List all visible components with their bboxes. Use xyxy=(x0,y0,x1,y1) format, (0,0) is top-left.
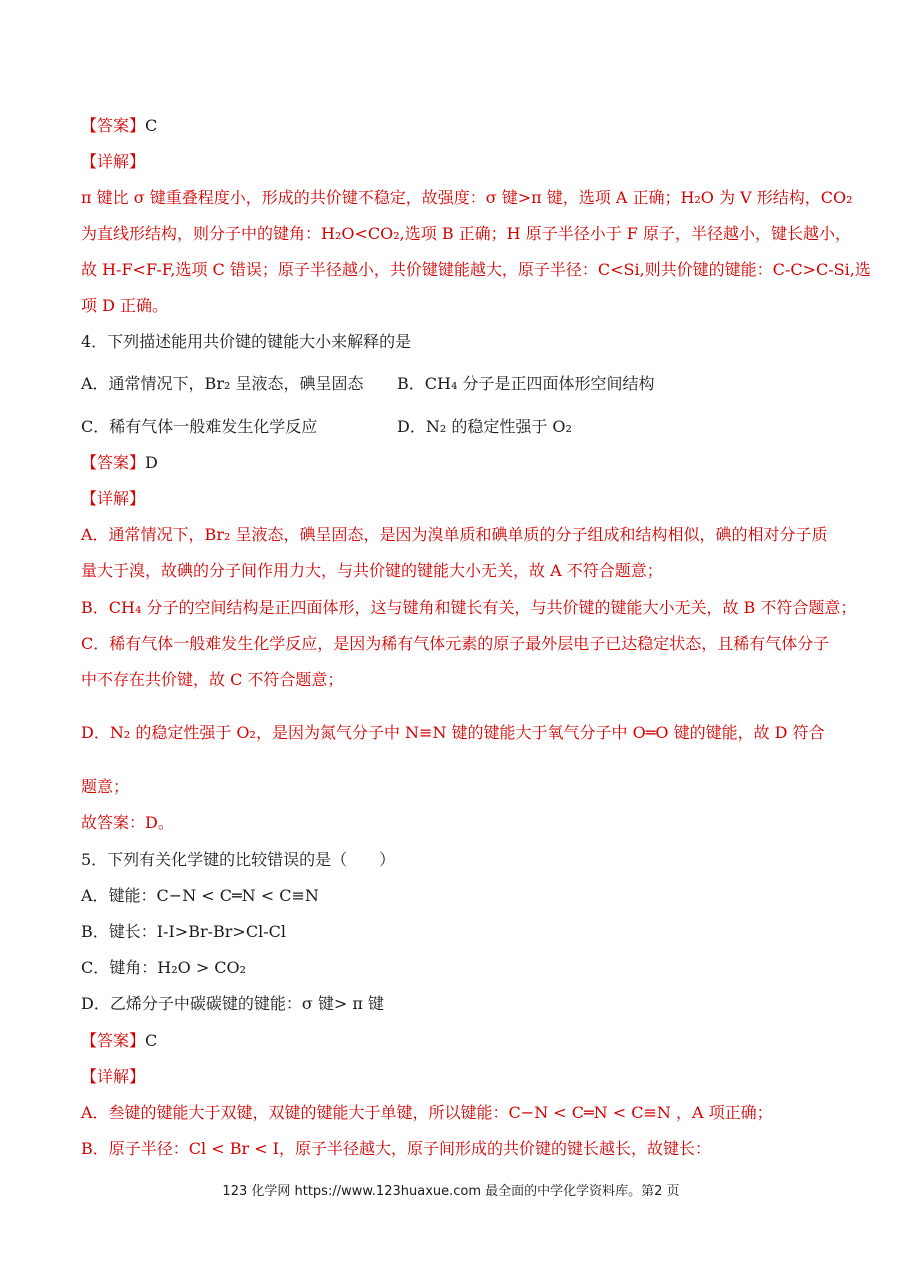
option-a: A．键能：C−N < C═N < C≡N xyxy=(81,886,319,905)
explanation-text: C．稀有气体一般难发生化学反应，是因为稀有气体元素的原子最外层电子已达稳定状态，且稀有气体分子 xyxy=(81,634,830,653)
explanation-heading: 【详解】 xyxy=(81,152,146,171)
option-d: D．乙烯分子中碳碳键的键能：σ 键> π 键 xyxy=(81,994,384,1013)
options-row xyxy=(81,416,826,438)
explanation-text: 量大于溴，故碘的分子间作用力大，与共价键的键能大小无关，故 A 不符合题意； xyxy=(81,561,663,580)
answer-value: C xyxy=(145,116,158,135)
options-row xyxy=(81,373,826,395)
explanation-text: π 键比 σ 键重叠程度小，形成的共价键不稳定，故强度：σ 键>π 键，选项 A 正确；H₂O 为 V 形结构，CO₂ xyxy=(81,188,853,207)
answer-line xyxy=(81,1030,826,1052)
option-d: D．N₂ 的稳定性强于 O₂ xyxy=(397,417,572,436)
option-c: C．键角：H₂O > CO₂ xyxy=(81,958,247,977)
explanation-text: 题意； xyxy=(81,777,130,796)
answer-line xyxy=(81,115,826,137)
answer-tag: 【答案】 xyxy=(81,1031,146,1050)
explanation-text: 故答案：D。 xyxy=(81,813,174,832)
explanation-text: A．通常情况下，Br₂ 呈液态，碘呈固态，是因为溴单质和碘单质的分子组成和结构相似，碘的相对分子质 xyxy=(81,525,828,544)
page-footer: 123 化学网 https://www.123huaxue.com 最全面的中学化学资料库。第2 页 xyxy=(222,1184,680,1199)
answer-line xyxy=(81,452,826,474)
option-a: A．通常情况下，Br₂ 呈液态，碘呈固态 xyxy=(81,374,364,393)
option-b: B．键长：I-I>Br-Br>Cl-Cl xyxy=(81,922,286,941)
answer-value: C xyxy=(145,1031,158,1050)
option-b: B．CH₄ 分子是正四面体形空间结构 xyxy=(397,374,655,393)
explanation-text: B．CH₄ 分子的空间结构是正四面体形，这与键角和键长有关，与共价键的键能大小无关，故 B 不符合题意； xyxy=(81,598,857,617)
explanation-heading: 【详解】 xyxy=(81,489,146,508)
explanation-text: B．原子半径：Cl < Br < I，原子半径越大，原子间形成的共价键的键长越长，故键长： xyxy=(81,1139,712,1158)
explanation-text: 故 H-F<F-F,选项 C 错误；原子半径越小，共价键键能越大，原子半径：C<Si,则共价键的键能：C-C>C-Si,选 xyxy=(81,260,871,279)
answer-tag: 【答案】 xyxy=(81,116,146,135)
explanation-text: 为直线形结构，则分子中的键角：H₂O<CO₂,选项 B 正确；H 原子半径小于 F 原子，半径越小，键长越小， xyxy=(81,224,851,243)
option-c: C．稀有气体一般难发生化学反应 xyxy=(81,417,318,436)
answer-value: D xyxy=(145,453,158,472)
explanation-heading: 【详解】 xyxy=(81,1067,146,1086)
explanation-text: 项 D 正确。 xyxy=(81,296,169,315)
explanation-text: 中不存在共价键，故 C 不符合题意； xyxy=(81,670,344,689)
question-4: 4．下列描述能用共价键的键能大小来解释的是 xyxy=(81,332,412,351)
explanation-text: A．叁键的键能大于双键，双键的键能大于单键，所以键能：C−N < C═N < C≡N ，A 项正确； xyxy=(81,1103,773,1122)
question-5: 5．下列有关化学键的比较错误的是（ ） xyxy=(81,850,396,869)
answer-tag: 【答案】 xyxy=(81,453,146,472)
explanation-text: D．N₂ 的稳定性强于 O₂，是因为氮气分子中 N≡N 键的键能大于氧气分子中 O═O 键的键能，故 D 符合 xyxy=(81,723,825,742)
